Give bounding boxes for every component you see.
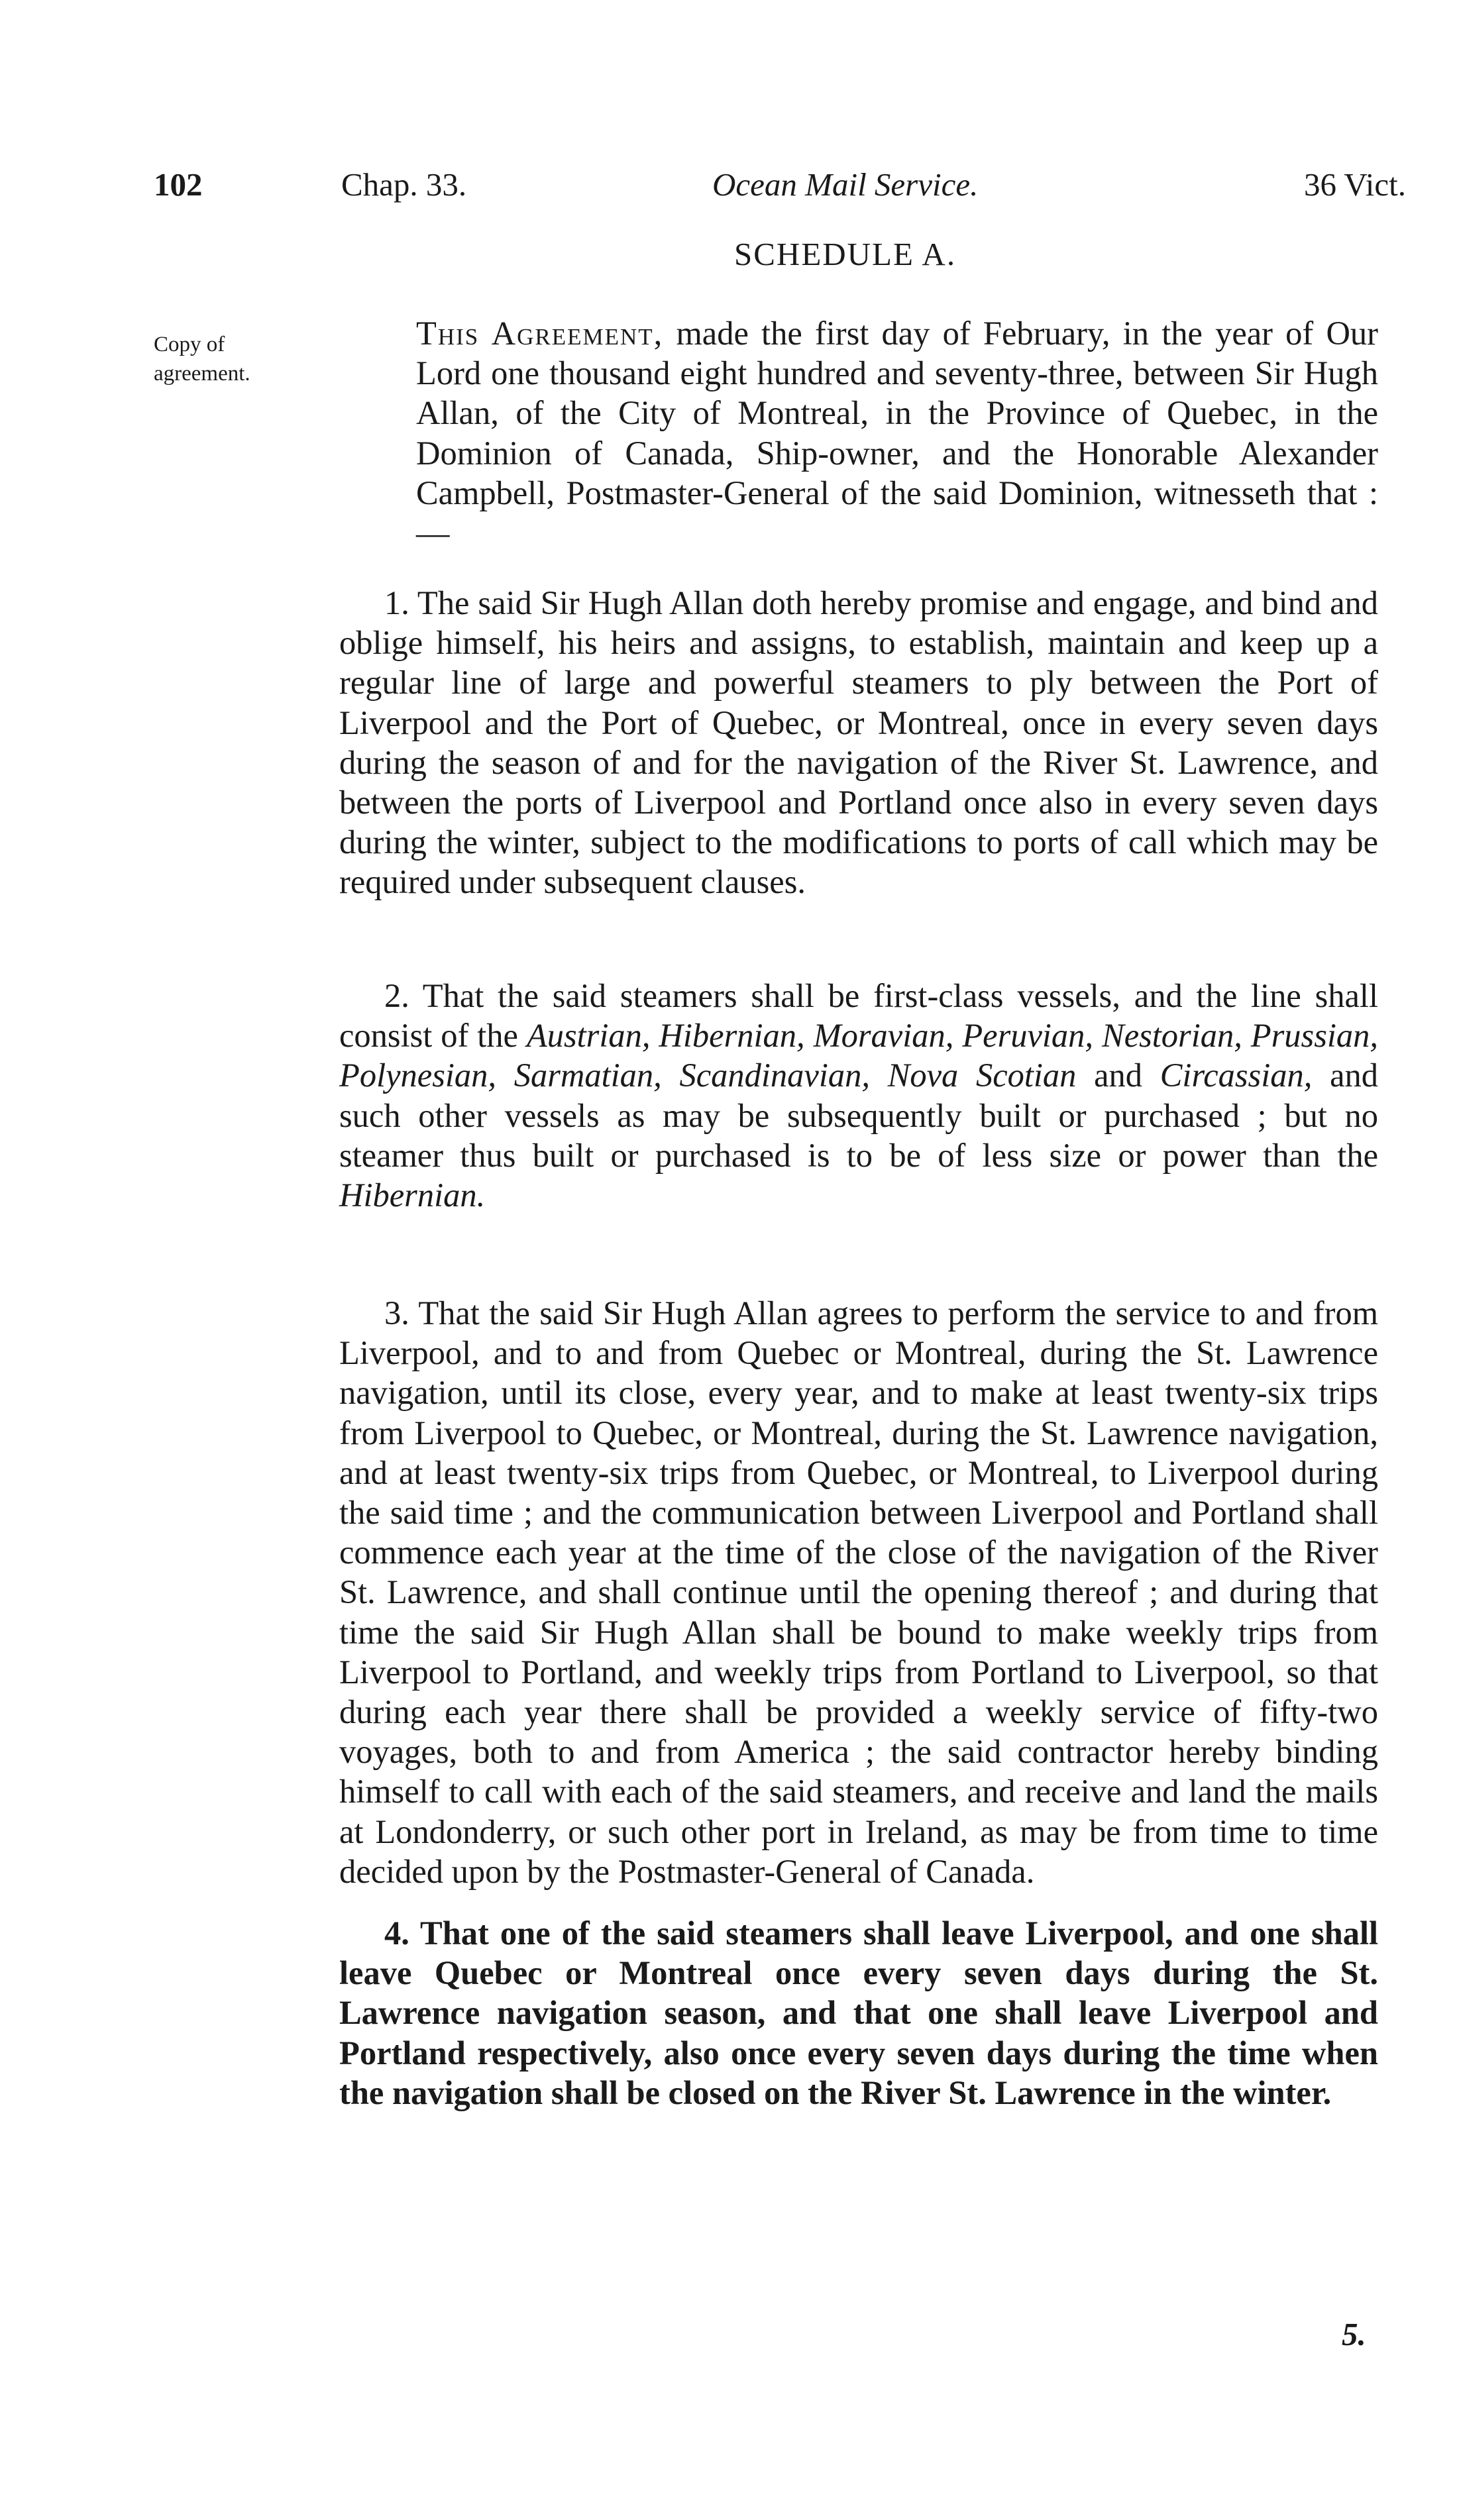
margin-note: Copy of agreement. bbox=[154, 333, 250, 386]
opening-text: made the first day of February, in the year of Our Lord one thousand eight hundred and seventy-three, between Sir Hugh Allan, of the City of Montreal, in the Province of Quebec, in the Dominion of Canada, Ship-owner, and the Honorable Alexander Campbell, Postmaster-General of the said Dominion, witnesseth that :— bbox=[416, 315, 1378, 552]
paragraph-1: 1. The said Sir Hugh Allan doth hereby promise and engage, and bind and oblige himself, his heirs and assigns, to establish, maintain and keep up a regular line of large and powerful steamers to ply between the Port of Liverpool and the Port of Quebec, or Montreal, once in every seven days during the season of and for the navigation of the River St. Lawrence, and between the ports of Liverpool and Portland once also in every seven days during the winter, subject to the modifications to ports of call which may be required under subsequent clauses. bbox=[339, 584, 1378, 901]
ship-reference: Hibernian. bbox=[339, 1177, 486, 1214]
schedule-heading: SCHEDULE A. bbox=[734, 236, 957, 272]
paragraph-2-rest: and such other vessels as may be subsequently built or purchased ; but no steamer thus built or purchased is to be of less size or power than the bbox=[339, 1057, 1378, 1174]
ship-list: Austrian, Hibernian, Moravian, Peruvian, Nestorian, Prussian, Polynesian, Sarmatian, Scandinavian, Nova Scotian bbox=[339, 1017, 1379, 1094]
paragraph-3: 3. That the said Sir Hugh Allan agrees to perform the service to and from Liverpool, and to and from Quebec or Montreal, during the St. Lawrence navigation, until its close, every year, and to make at least twenty-six trips from Liverpool to Quebec, or Montreal, during the St. Lawrence navigation, and at least twenty-six trips from Quebec, or Montreal, to Liverpool during the said time ; and the communication between Liverpool and Portland shall commence each year at the time of the close of the navigation of the River St. Lawrence, and shall continue until the opening thereof ; and during that time the said Sir Hugh Allan shall be bound to make weekly trips from Liverpool to Portland, and weekly trips from Portland to Liverpool, so that during each year there shall be provided a weekly service of fifty-two voyages, both to and from America ; the said contractor hereby binding himself to call with each of the said steamers, and receive and land the mails at Londonderry, or such other port in Ireland, as may be from time to time decided upon by the Postmaster-General of Canada. bbox=[339, 1294, 1378, 1890]
page-number: 102 bbox=[154, 166, 203, 203]
paragraph-2-and: and bbox=[1076, 1057, 1160, 1094]
ship-last: Circassian, bbox=[1160, 1057, 1313, 1094]
opening-lead: This Agreement, bbox=[416, 315, 664, 352]
running-title: Ocean Mail Service. bbox=[712, 166, 979, 203]
catchword: 5. bbox=[1342, 2316, 1366, 2352]
opening-paragraph bbox=[339, 313, 1378, 552]
regnal-year: 36 Vict. bbox=[1304, 166, 1407, 203]
paragraph-4: 4. That one of the said steamers shall leave Liverpool, and one shall leave Quebec or Montreal once every seven days during the St. Lawrence navigation season, and that one shall leave Liverpool and Portland respectively, also once every seven days during the time when the navigation shall be closed on the River St. Lawrence in the winter. bbox=[339, 1915, 1378, 2111]
chapter-label: Chap. 33. bbox=[341, 166, 467, 203]
paragraph-2 bbox=[339, 976, 1378, 1215]
paragraph-2-intro: 2. That the said steamers shall be first-class vessels, and the line shall consist of the bbox=[339, 977, 1378, 1055]
